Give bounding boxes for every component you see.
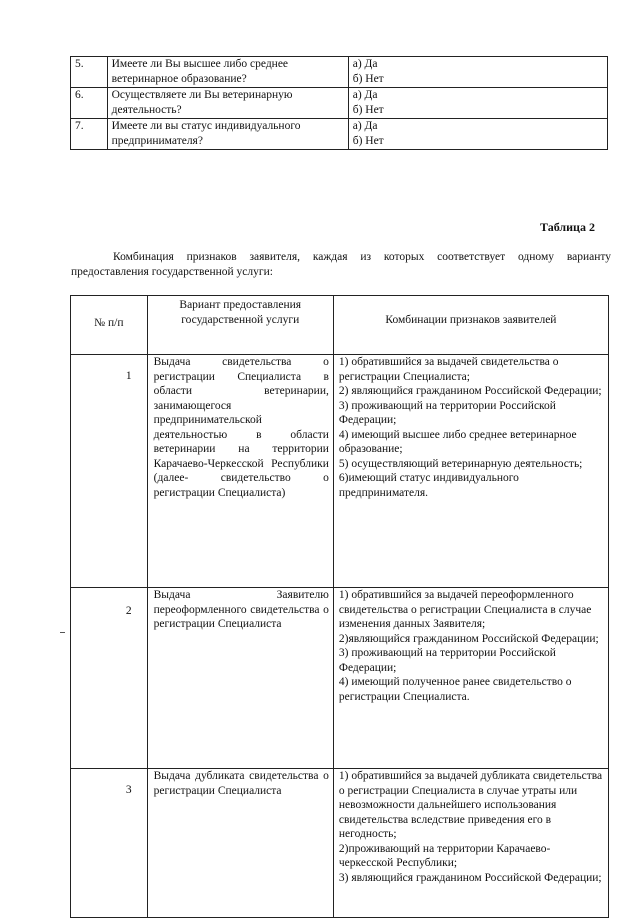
combo-item: 6)имеющий статус индивидуального предпринимателя. — [338, 472, 519, 499]
combo-item: 3) проживающий на территории Российской Федерации; — [338, 647, 556, 674]
answer-yes: а) Да — [352, 58, 378, 70]
variant-cell: Выдача дубликата свидетельства о регистрации Специалиста — [147, 769, 333, 918]
row-number: 7. — [71, 119, 108, 150]
table-row — [71, 57, 608, 88]
combo-item: 4) имеющий полученное ранее свидетельство о регистрации Специалиста. — [338, 676, 572, 703]
header-combo: Комбинации признаков заявителей — [333, 296, 608, 355]
row-number: 5. — [71, 57, 108, 88]
combo-cell — [333, 588, 608, 769]
intro-paragraph: Комбинация признаков заявителя, каждая из которых соответствует одному варианту предоставления государственной услуги: — [71, 251, 611, 278]
answer-yes: а) Да — [352, 89, 378, 101]
variant-cell: Выдача Заявителю переоформленного свидетельства о регистрации Специалиста — [147, 588, 333, 769]
row-number: 2 — [71, 588, 148, 769]
answer-cell — [348, 88, 607, 119]
row-number: 1 — [71, 355, 148, 588]
table-row — [71, 769, 609, 918]
question-line: предпринимателя? — [111, 135, 203, 147]
questionnaire-table — [70, 56, 608, 150]
variant-cell: Выдача свидетельства о регистрации Специалиста в области ветеринарии, занимающегося предпринимательской деятельностью в области ветеринарии на территории Карачаево-Черкесской Республики (далее- свидетельство о регистрации Специалиста) — [147, 355, 333, 588]
question-cell — [107, 57, 348, 88]
combo-item: 2) являющийся гражданином Российской Федерации; — [338, 385, 602, 397]
combo-item: 4) имеющий высшее либо среднее ветеринарное образование; — [338, 428, 577, 455]
answer-no: б) Нет — [352, 73, 384, 85]
table-header-row — [71, 296, 609, 355]
table-row — [71, 119, 608, 150]
combo-item: 3) проживающий на территории Российской Федерации; — [338, 399, 556, 426]
row-number: 3 — [71, 769, 148, 918]
combo-item: 2)проживающий на территории Карачаево-черкесской Республики; — [338, 842, 551, 869]
scan-mark — [60, 632, 65, 633]
answer-no: б) Нет — [352, 104, 384, 116]
answer-yes: а) Да — [352, 120, 378, 132]
combo-item: 1) обратившийся за выдачей переоформленного свидетельства о регистрации Специалиста в случае изменения данных Заявителя; — [338, 589, 592, 630]
header-variant: Вариант предоставления государственной услуги — [147, 296, 333, 355]
question-line: Имеете ли Вы высшее либо среднее — [111, 58, 289, 70]
variants-table — [70, 295, 609, 918]
combo-item: 1) обратившийся за выдачей дубликата свидетельства о регистрации Специалиста в случае утраты или невозможности дальнейшего использования свидетельства вследствие приведения его в негодность; — [338, 770, 603, 840]
question-cell — [107, 119, 348, 150]
answer-cell — [348, 119, 607, 150]
answer-no: б) Нет — [352, 135, 384, 147]
question-line: Имеете ли вы статус индивидуального — [111, 120, 301, 132]
combo-item: 3) являющийся гражданином Российской Федерации; — [338, 871, 602, 884]
answer-cell — [348, 57, 607, 88]
combo-cell — [333, 355, 608, 588]
combo-item: 2)являющийся гражданином Российской Федерации; — [338, 632, 599, 645]
table-row — [71, 355, 609, 588]
header-number: № п/п — [71, 296, 148, 355]
question-line: Осуществляете ли Вы ветеринарную — [111, 89, 293, 101]
table-row — [71, 588, 609, 769]
table-row — [71, 88, 608, 119]
combo-item: 5) осуществляющий ветеринарную деятельность; — [338, 457, 583, 470]
combo-cell — [333, 769, 608, 918]
table-title: Таблица 2 — [540, 220, 595, 234]
question-line: деятельность? — [111, 104, 182, 116]
question-cell — [107, 88, 348, 119]
row-number: 6. — [71, 88, 108, 119]
question-line: ветеринарное образование? — [111, 73, 247, 85]
combo-item: 1) обратившийся за выдачей свидетельства о регистрации Специалиста; — [338, 356, 559, 383]
